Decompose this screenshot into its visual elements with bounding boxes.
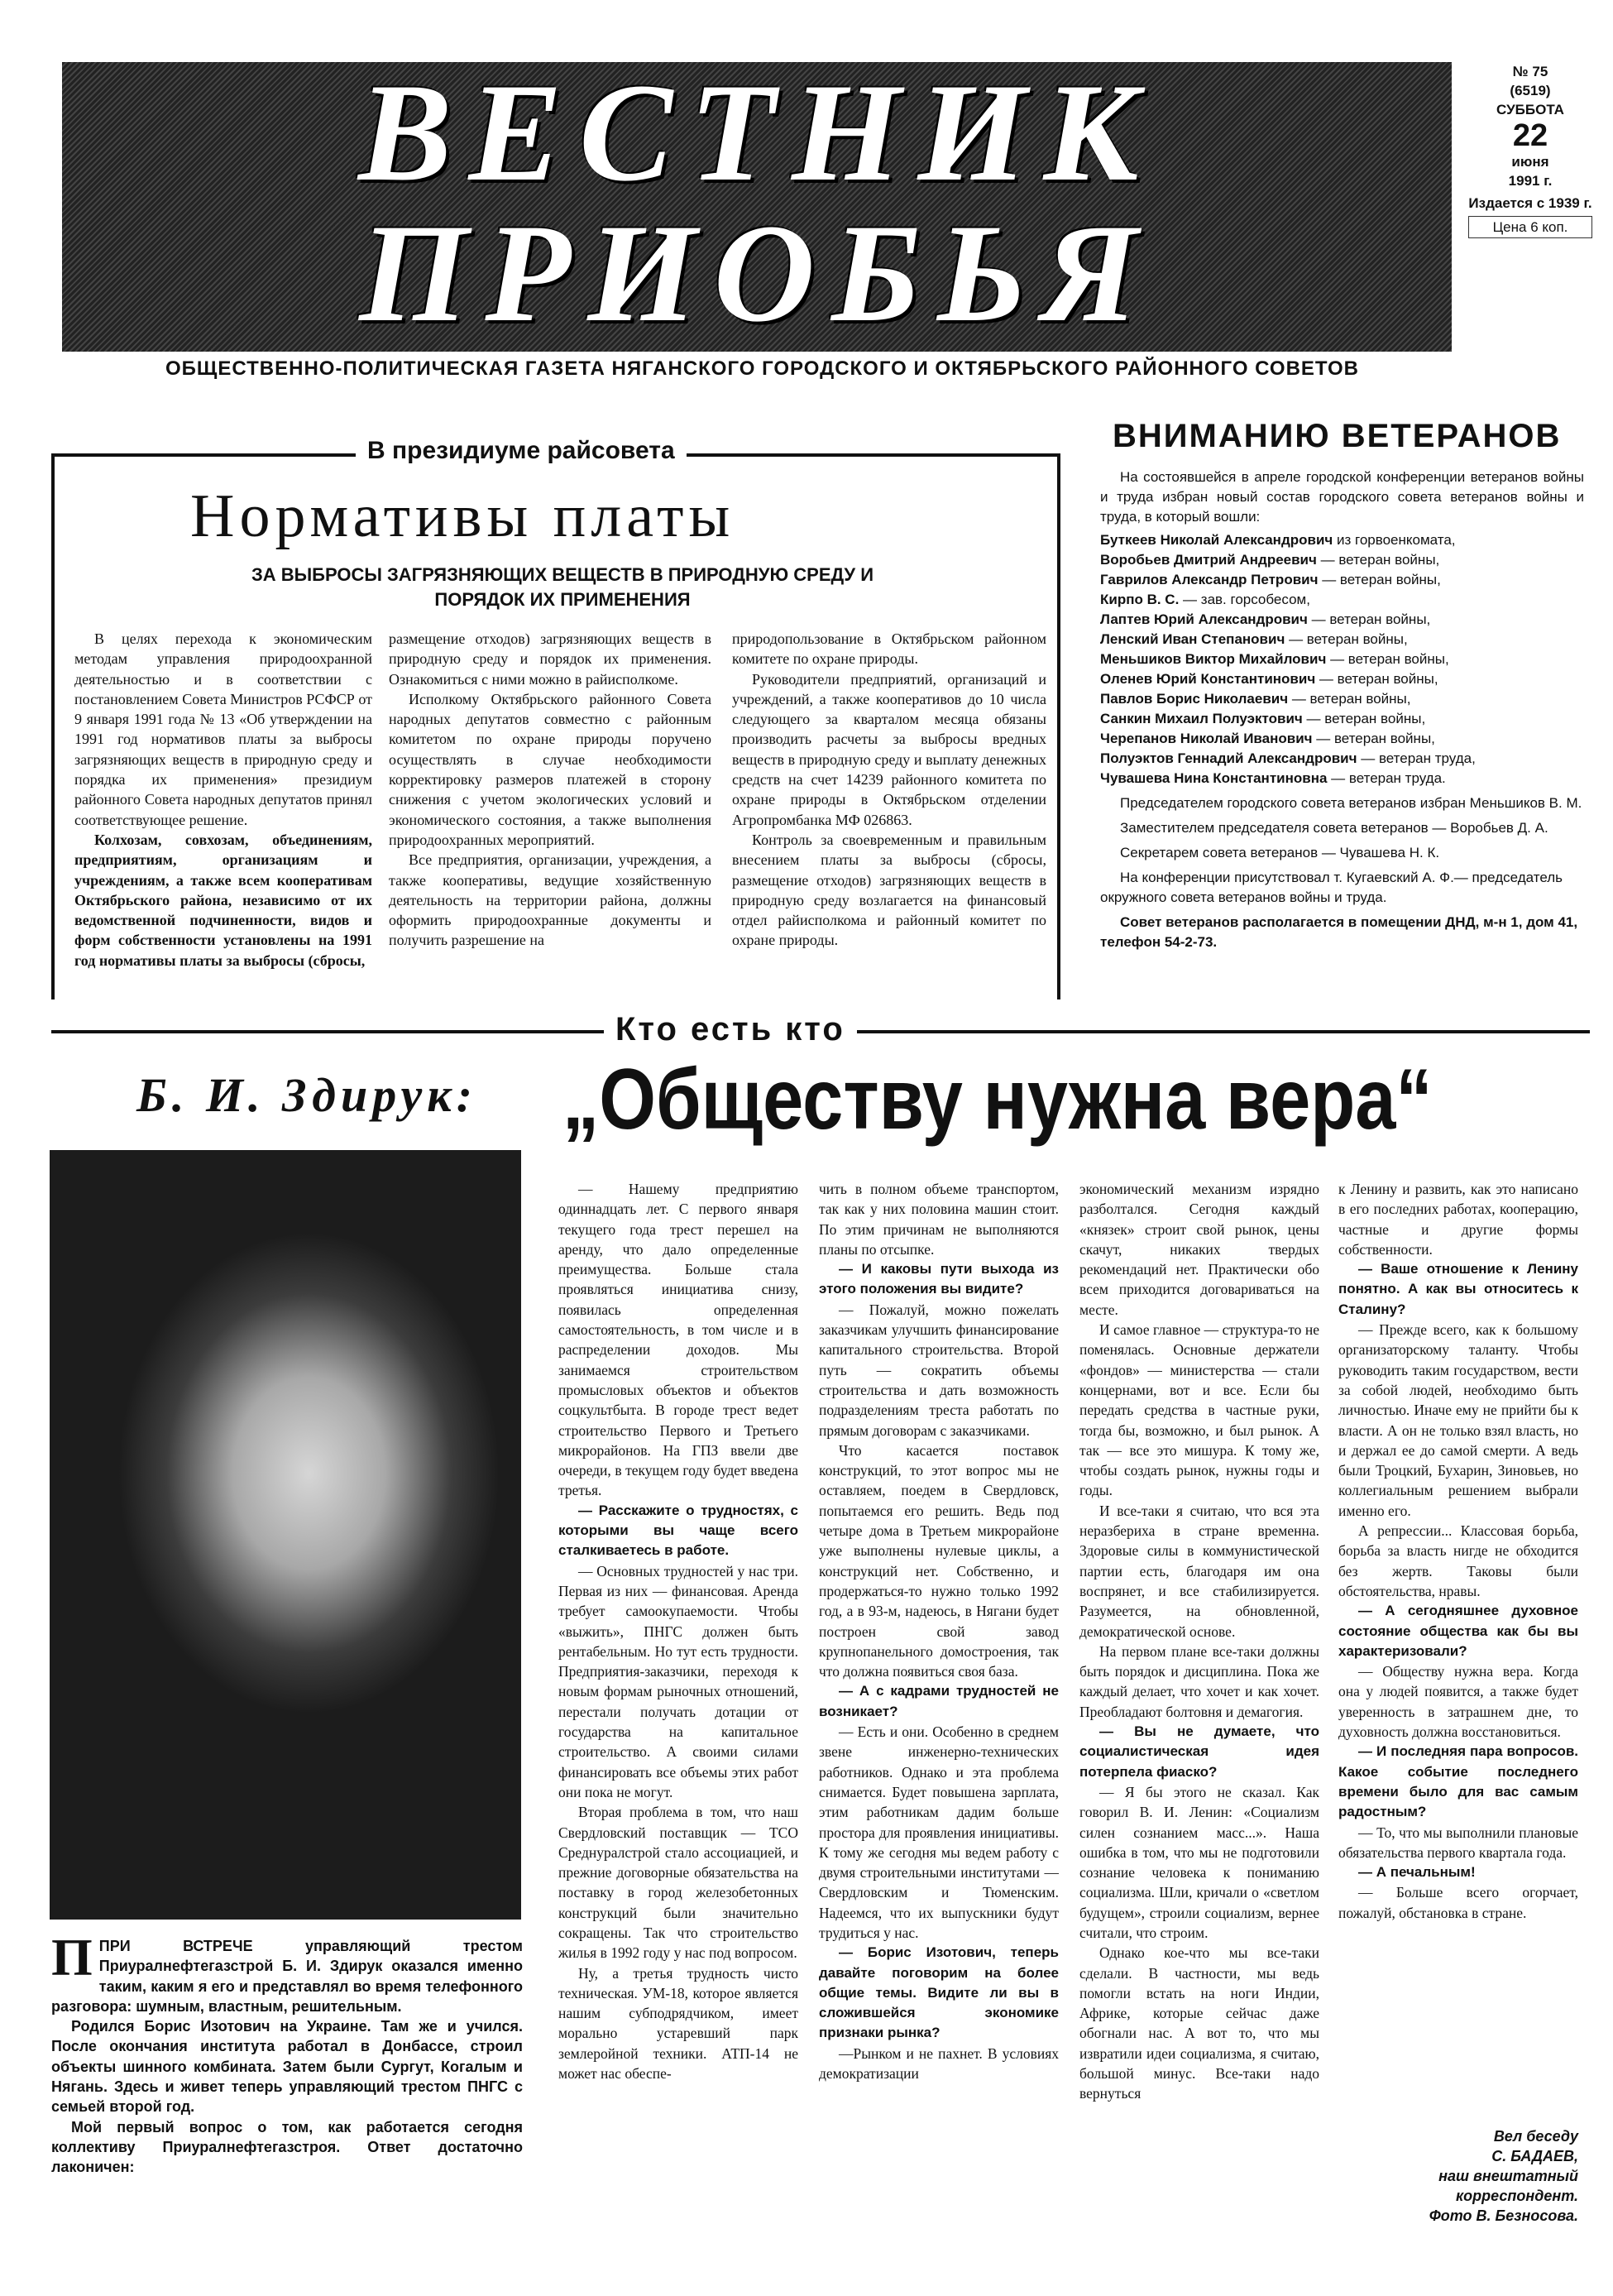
intro-paragraph: Родился Борис Изотович на Украине. Там же и учился. После окончания института работал в Донбассе, строил объекты шинного комбината. Затем были Сургут, Когалым и Нягань. Здесь и живет теперь управляющий трестом ПНГС с семьей второй год.	[51, 2018, 523, 2116]
veteran-name: Оленев Юрий Константинович	[1100, 671, 1319, 687]
veteran-member	[1100, 769, 1584, 789]
newspaper-subtitle: ОБЩЕСТВЕННО-ПОЛИТИЧЕСКАЯ ГАЗЕТА НЯГАНСКОГО ГОРОДСКОГО И ОКТЯБРЬСКОГО РАЙОННОГО СОВЕТОВ	[165, 357, 1359, 380]
veterans-address: Совет ветеранов располагается в помещении ДНД, м-н 1, дом 41, телефон 54-2-73.	[1100, 914, 1578, 950]
veteran-member	[1100, 689, 1584, 709]
veteran-member	[1100, 669, 1584, 689]
veteran-role: — ветеран труда,	[1361, 750, 1476, 766]
portrait-photo	[50, 1150, 521, 1920]
interview-question: — Ваше отношение к Ленину понятно. А как вы относитесь к Сталину?	[1338, 1261, 1578, 1317]
veteran-role: — ветеран войны,	[1311, 611, 1431, 627]
article1-column-2	[389, 629, 711, 993]
interview-answer: Что касается поставок конструкций, то этот вопрос мы не оставляем, поедем в Свердловск, попытаемся его решить. Ведь под четыре дома в Третьем микрорайоне уже выполнены нулевые циклы, а конструкций нет. Собственно, и продержаться-то нужно только 1992 год, а в 93-м, надеюсь, в Нягани будет построен свой завод крупнопанельного домостроения, так что должна появиться своя база.	[819, 1441, 1059, 1680]
article2-column-4	[1338, 1179, 1578, 2122]
veteran-role: — ветеран войны,	[1322, 572, 1441, 587]
veteran-role: — ветеран войны,	[1289, 631, 1408, 647]
issue-total: (6519)	[1510, 83, 1551, 98]
veteran-name: Чувашева Нина Константиновна	[1100, 770, 1332, 786]
signature-line: С. БАДАЕВ,	[1491, 2148, 1578, 2164]
veteran-name: Ленский Иван Степанович	[1100, 631, 1290, 647]
article2-headline: „Обществу нужна вера“	[562, 1052, 1433, 1148]
signature-line: наш внештатный	[1438, 2168, 1578, 2184]
interview-answer: экономический механизм изрядно разболтался. Сегодня каждый «князек» строит свой рынок, цены скачут, никаких твердых рекомендаций нет. Практически обо всем приходится договариваться на месте.	[1079, 1181, 1319, 1318]
interview-answer: На первом плане все-таки должны быть порядок и дисциплина. Пока же каждый делает, что хочет и как хочет. Преобладают болтовня и демагогия.	[1079, 1642, 1319, 1720]
interview-question: — Борис Изотович, теперь давайте поговорим на более общие темы. Видите ли вы в сложившейся экономике признаки рынка?	[819, 1944, 1059, 2041]
paragraph: размещение отходов) загрязняющих веществ в природную среду и порядок их применения. Ознакомиться с ними можно в райисполкоме.	[389, 630, 711, 688]
veterans-notice	[1100, 467, 1584, 997]
veteran-role: — ветеран труда.	[1331, 770, 1446, 786]
article2-kicker: Кто есть кто	[604, 1011, 857, 1048]
article1-frame-right	[1057, 453, 1060, 999]
interview-answer: Однако кое-что мы все-таки сделали. В частности, мы ведь помогли встать на ноги Индии, Африке, которые сейчас даже обогнали нас. А вот то, что мы извратили идеи социализма, я считаю, большой минус. Все-таки надо вернуться	[1079, 1944, 1319, 2102]
veterans-guest: На конференции присутствовал т. Кугаевский А. Ф.— председатель окружного совета ветеранов войны и труда.	[1100, 870, 1563, 905]
issue-number: № 75	[1512, 64, 1548, 79]
intro-paragraph: Мой первый вопрос о том, как работается сегодня коллективу Приуралнефтегазстроя. Ответ достаточно лаконичен:	[51, 2118, 523, 2176]
issue-month: июня	[1511, 154, 1549, 170]
article1-kicker: В президиуме райсовета	[356, 437, 687, 465]
weekday: СУББОТА	[1496, 102, 1564, 117]
interview-question: — А печальным!	[1358, 1864, 1476, 1881]
article1-subhead: ЗА ВЫБРОСЫ ЗАГРЯЗНЯЮЩИХ ВЕЩЕСТВ В ПРИРОДНУЮ СРЕДУ И ПОРЯДОК ИХ ПРИМЕНЕНИЯ	[251, 564, 874, 610]
interview-answer: — Основных трудностей у нас три. Первая из них — финансовая. Аренда требует самоокупаемости. Чтобы «выжить», ПНГС должен быть рентабельным. Но тут есть трудности. Предприятия-заказчики, переходя к новым формам рыночных отношений, перестали получать дотации от государства на капитальное строительство. А своими силами финансировать все объемы этих работ они пока не могут.	[558, 1562, 798, 1800]
signature-line: корреспондент.	[1456, 2188, 1578, 2204]
interview-question: — Вы не думаете, что социалистическая идея потерпела фиаско?	[1079, 1723, 1319, 1780]
veteran-member	[1100, 550, 1584, 570]
veterans-deputy: Заместителем председателя совета ветеранов — Воробьев Д. А.	[1120, 820, 1548, 836]
veteran-name: Буткеев Николай Александрович	[1100, 532, 1338, 548]
veteran-member	[1100, 570, 1584, 590]
article2-column-2	[819, 1179, 1059, 2279]
veteran-name: Воробьев Дмитрий Андреевич	[1100, 552, 1321, 568]
veteran-role: из горвоенкомата,	[1337, 532, 1456, 548]
interview-answer: к Ленину и развить, как это написано в его последних работах, кооперацию, частные и другие формы собственности.	[1338, 1181, 1578, 1258]
veteran-name: Черепанов Николай Иванович	[1100, 731, 1317, 746]
interview-answer: чить в полном объеме транспортом, так как у них половина машин стоит. По этим причинам не выполняются планы по отсыпке.	[819, 1181, 1059, 1258]
interview-answer: — Прежде всего, как к большому организаторскому таланту. Чтобы руководить таким государством, вести за собой людей, необходимо быть личностью. Иначе ему не прийти бы к власти. А он не только взял власть, но и держал ее до самой смерти. А ведь были Троцкий, Бухарин, Зиновьев, но коллегиальным решением выбрали именно его.	[1338, 1321, 1578, 1519]
veteran-role: — ветеран войны,	[1330, 651, 1449, 667]
veteran-role: — ветеран войны,	[1319, 671, 1438, 687]
veteran-name: Полуэктов Геннадий Александрович	[1100, 750, 1362, 766]
published-since: Издается с 1939 г.	[1468, 195, 1592, 211]
article2-signature	[1338, 2126, 1578, 2226]
veteran-member	[1100, 590, 1584, 610]
veteran-name: Гаврилов Александр Петрович	[1100, 572, 1323, 587]
paragraph: Контроль за своевременным и правильным внесением платы за выбросы (сбросы, размещение отходов) загрязняющих веществ в природную среду возлагается на финансовый отдел райисполкома и районный комитет по охране природы.	[732, 831, 1046, 949]
paragraph: природопользование в Октябрьском районном комитете по охране природы.	[732, 630, 1046, 668]
interview-answer: Вторая проблема в том, что наш Свердловский поставщик — ТСО Среднуралстрой стало ассоциацией, и прежние договорные обязательства на поставку в город железобетонных конструкций были значительно сокращены. Так что строительство жилья в 1992 году у нас под вопросом.	[558, 1804, 798, 1962]
interview-question: — А с кадрами трудностей не возникает?	[819, 1683, 1059, 1719]
price: Цена 6 коп.	[1468, 216, 1592, 238]
interview-question: — Расскажите о трудностях, с которыми вы чаще всего сталкиваетесь в работе.	[558, 1502, 798, 1559]
signature-line: Фото В. Безносова.	[1429, 2207, 1578, 2224]
veteran-role: — ветеран войны,	[1306, 711, 1426, 726]
paragraph: Все предприятия, организации, учреждения, а также кооперативы, ведущие хозяйственную деятельность на территории района, должны оформить природоохранные документы и получить разрешение на	[389, 851, 711, 949]
intro-paragraph	[51, 1936, 523, 2016]
article1-headline: Нормативы платы	[190, 482, 735, 550]
interview-answer: И все-таки я считаю, что вся эта неразбериха в стране временна. Здоровые силы в коммунистической партии есть, благодаря им она воспрянет, и все стабилизируется. Разумеется, на обновленной, демократической основе.	[1079, 1502, 1319, 1640]
article1-column-3	[732, 629, 1046, 993]
article1-column-1	[74, 629, 372, 993]
veteran-member	[1100, 630, 1584, 649]
interview-answer: — Больше всего огорчает, пожалуй, обстановка в стране.	[1338, 1884, 1578, 1921]
veteran-role: — ветеран войны,	[1316, 731, 1435, 746]
issue-day: 22	[1512, 118, 1548, 153]
veterans-secretary: Секретарем совета ветеранов — Чувашева Н. К.	[1120, 845, 1440, 860]
interview-answer: — Нашему предприятию одиннадцать лет. С первого января текущего года трест перешел на аренду, что дало определенные преимущества. Больше стала проявляться инициатива снизу, появилась определенная самостоятельность, в том числе и в распределении доходов. Мы занимаемся строительством промысловых объектов и объектов соцкультбыта. В городе трест ведет строительство Первого и Третьего микрорайонов. На ГПЗ ввели две очереди, в текущем году будет введена третья.	[558, 1181, 798, 1499]
interview-question: — И последняя пара вопросов. Какое событие последнего времени было для вас самым радостным?	[1338, 1743, 1578, 1820]
veteran-member	[1100, 709, 1584, 729]
interview-question: — А сегодняшнее духовное состояние общества как бы вы характеризовали?	[1338, 1603, 1578, 1659]
veteran-name: Павлов Борис Николаевич	[1100, 691, 1292, 707]
veteran-name: Кирпо В. С.	[1100, 592, 1184, 607]
interview-answer: — Я бы этого не сказал. Как говорил В. И. Ленин: «Социализм силен сознанием масс...». Наша ошибка в том, что мы не подготовили сознание человека к пониманию социализма. Шли, кричали о «светлом будущем», строили социализм, вернее считали, что строим.	[1079, 1783, 1319, 1941]
veterans-member-list	[1100, 530, 1584, 789]
interview-answer: — Есть и они. Особенно в среднем звене инженерно-технических работников. Однако и эта проблема снимается. Будет повышена зарплата, этим работникам дадим больше простора для проявления инициативы. К тому же сегодня мы ведем работу с двумя строительными институтами — Свердловским и Тюменским. Надеемся, что их выпускники будут трудиться у нас.	[819, 1723, 1059, 1941]
interview-answer: И самое главное — структура-то не поменялась. Основные держатели «фондов» — министерства — стали концернами, вот и все. Если бы передать средства в частные руки, тогда бы, возможно, и был рынок. А так — все это мишура. К тому же, чтобы создать рынок, нужны годы и годы.	[1079, 1321, 1319, 1499]
veteran-member	[1100, 610, 1584, 630]
veteran-role: — ветеран войны,	[1320, 552, 1440, 568]
interview-answer: Ну, а третья трудность чисто техническая. УМ-18, которое является нашим субподрядчиком, имеет морально устаревший парк землеройной техники. АТП-14 не может нас обеспе-	[558, 1964, 798, 2083]
interview-answer: — То, что мы выполнили плановые обязательства первого квартала года.	[1338, 1824, 1578, 1861]
paragraph: Исполкому Октябрьского районного Совета народных депутатов совместно с районным комитетом по охране природы поручено осуществлять в случае необходимости корректировку размеров платежей в сторону снижения с учетом экологических условий и экономического состояния, а также выполнения природоохранных мероприятий.	[389, 690, 711, 848]
intro-text: ПРИ ВСТРЕЧЕ управляющий трестом Приуралнефтегазстрой Б. И. Здирук оказался именно таким, каким я его и представлял во время телефонного разговора: шумным, властным, решительным.	[51, 1938, 523, 2015]
veteran-member	[1100, 729, 1584, 749]
veteran-name: Санкин Михаил Полуэктович	[1100, 711, 1307, 726]
veteran-member	[1100, 530, 1584, 550]
article2-person: Б. И. Здирук:	[136, 1068, 477, 1122]
veteran-member	[1100, 749, 1584, 769]
interview-question: — И каковы пути выхода из этого положения вы видите?	[819, 1261, 1059, 1297]
masthead-title-line1: ВЕСТНИК	[358, 55, 1156, 210]
veterans-chair: Председателем городского совета ветеранов избран Меньшиков В. М.	[1120, 795, 1582, 811]
interview-answer: — Обществу нужна вера. Когда она у людей появится, а также будет уверенность в затрашнем дне, то духовность должна восстановиться.	[1338, 1663, 1578, 1741]
veteran-name: Меньшиков Виктор Михайлович	[1100, 651, 1331, 667]
article2-column-3	[1079, 1179, 1319, 2279]
veteran-role: — ветеран войны,	[1291, 691, 1411, 707]
interview-answer: А репрессии... Классовая борьба, борьба за власть нигде не обходится без жертв. Таковы были обстоятельства, нравы.	[1338, 1522, 1578, 1599]
interview-answer: —Рынком и не пахнет. В условиях демократизации	[819, 2044, 1059, 2083]
interview-answer: — Пожалуй, можно пожелать заказчикам улучшить финансирование капитального строительства. Второй путь — сократить объемы строительства и дать возможность подразделениям треста работать по прямым договорам с заказчиками.	[819, 1301, 1059, 1439]
article2-column-1	[558, 1179, 798, 2279]
masthead-banner	[62, 55, 1452, 352]
veteran-name: Лаптев Юрий Александрович	[1100, 611, 1312, 627]
paragraph: Руководители предприятий, организаций и учреждений, а также кооперативов до 10 числа следующего за кварталом месяца обязаны производить расчеты за выбросы вредных веществ в природную среду и выплату денежных средств на счет 14239 районного комитета по охране природы в Октябрьском отделении Агропромбанка МФ 026863.	[732, 670, 1046, 828]
masthead-title-line2: ПРИОБЬЯ	[359, 195, 1155, 351]
issue-year: 1991 г.	[1508, 173, 1553, 189]
veteran-role: — зав. горсобесом,	[1183, 592, 1310, 607]
article1-frame-left	[51, 453, 55, 999]
veteran-member	[1100, 649, 1584, 669]
paragraph: В целях перехода к экономическим методам управления природоохранной деятельностью и в соответствии с постановлением Совета Министров РСФСР от 9 января 1991 года № 13 «Об утверждении на 1991 год нормативов платы за выбросы загрязняющих веществ в природную среду и порядка их применения» президиум районного Совета народных депутатов принял соответствующее решение.	[74, 630, 372, 828]
article2-intro	[51, 1936, 523, 2284]
veterans-intro: На состоявшейся в апреле городской конференции ветеранов войны и труда избран новый состав городского совета ветеранов войны и труда, в который вошли:	[1100, 469, 1584, 525]
paragraph: Колхозам, совхозам, объединениям, предприятиям, организациям и учреждениям, а также всем кооперативам Октябрьского района, независимо от их ведомственной подчиненности, видов и форм собственности установлены на 1991 год нормативы платы за выбросы (сбросы,	[74, 831, 372, 969]
signature-line: Вел беседу	[1493, 2128, 1578, 2145]
dropcap: П	[51, 1936, 93, 1987]
veterans-title: ВНИМАНИЮ ВЕТЕРАНОВ	[1113, 418, 1562, 454]
issue-info	[1468, 62, 1592, 352]
